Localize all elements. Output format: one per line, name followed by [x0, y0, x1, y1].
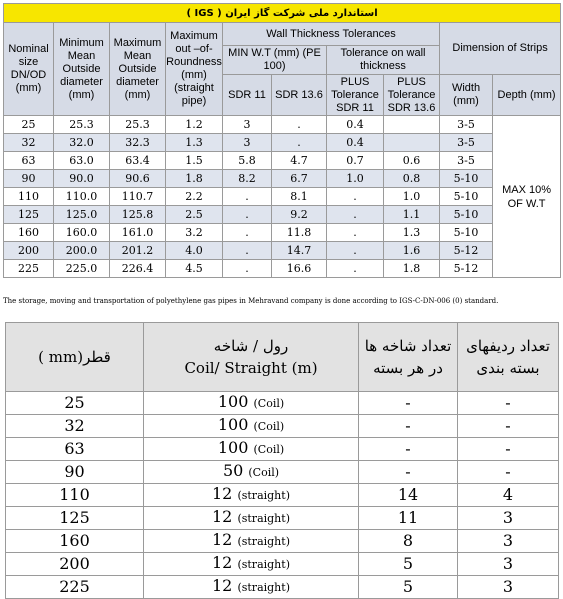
- header-coil-en: Coil/ Straight (m): [184, 359, 318, 377]
- table-row: 25 100 (Coil) - -: [6, 392, 559, 415]
- header-plus-sdr11: PLUS Tolerance SDR 11: [327, 75, 384, 116]
- table-row: 32 32.0 32.3 1.3 3 . 0.4 3-5: [4, 134, 561, 152]
- header-dimension-strips: Dimension of Strips: [440, 23, 561, 75]
- standards-table: [3, 3, 561, 278]
- header-coil-straight: [144, 323, 359, 392]
- header-max-mean-od: Maximum Mean Outside diameter (mm): [110, 23, 166, 116]
- table-row: 125 125.0 125.8 2.5 . 9.2 . 1.1 5-10: [4, 206, 561, 224]
- header-min-wt: MIN W.T (mm) (PE 100): [223, 46, 327, 75]
- table-row: 200 200.0 201.2 4.0 . 14.7 . 1.6 5-12: [4, 242, 561, 260]
- header-bundle-rows: تعداد ردیفهای بسته بندی: [458, 323, 559, 392]
- header-diameter: قطر(mm ): [6, 323, 144, 392]
- table-row: 63 100 (Coil) - -: [6, 438, 559, 461]
- table-row: 90 90.0 90.6 1.8 8.2 6.7 1.0 0.8 5-10: [4, 170, 561, 188]
- table-row: 160 12 (straight) 8 3: [6, 530, 559, 553]
- header-sdr13-6: SDR 13.6: [272, 75, 327, 116]
- header-max-out-of-roundness: Maximum out –of-Roundness (mm) (straight pipe): [166, 23, 223, 116]
- depth-note: MAX 10% OF W.T: [493, 116, 561, 278]
- header-coil-fa: رول / شاخه: [213, 337, 289, 355]
- table-row: 225 12 (straight) 5 3: [6, 576, 559, 599]
- table-row: 63 63.0 63.4 1.5 5.8 4.7 0.7 0.6 3-5: [4, 152, 561, 170]
- header-branches-per-bundle: تعداد شاخه ها در هر بسته: [359, 323, 458, 392]
- table-row: 90 50 (Coil) - -: [6, 461, 559, 484]
- table-row: 160 160.0 161.0 3.2 . 11.8 . 1.3 5-10: [4, 224, 561, 242]
- table-row: 25 25.3 25.3 1.2 3 . 0.4 3-5 MAX 10% OF W.T: [4, 116, 561, 134]
- packaging-table: [5, 322, 559, 599]
- header-min-mean-od: Minimum Mean Outside diameter (mm): [54, 23, 110, 116]
- table-row: 200 12 (straight) 5 3: [6, 553, 559, 576]
- header-plus-sdr13-6: PLUS Tolerance SDR 13.6: [384, 75, 440, 116]
- table-row: 125 12 (straight) 11 3: [6, 507, 559, 530]
- table-row: 110 110.0 110.7 2.2 . 8.1 . 1.0 5-10: [4, 188, 561, 206]
- header-depth: Depth (mm): [493, 75, 561, 116]
- header-tolerance-wall: Tolerance on wall thickness: [327, 46, 440, 75]
- table-row: 110 12 (straight) 14 4: [6, 484, 559, 507]
- header-width: Width (mm): [440, 75, 493, 116]
- table-title: استاندارد ملی شرکت گاز ایران ( IGS ): [4, 4, 561, 23]
- header-wall-thickness: Wall Thickness Tolerances: [223, 23, 440, 46]
- table-row: 32 100 (Coil) - -: [6, 415, 559, 438]
- header-sdr11: SDR 11: [223, 75, 272, 116]
- header-nominal-size: Nominal size DN/OD (mm): [4, 23, 54, 116]
- standard-note: The storage, moving and transportation of polyethylene gas pipes in Mehravand company is done according to IGS-C-DN-006 (0) standard.: [3, 297, 499, 305]
- table-row: 225 225.0 226.4 4.5 . 16.6 . 1.8 5-12: [4, 260, 561, 278]
